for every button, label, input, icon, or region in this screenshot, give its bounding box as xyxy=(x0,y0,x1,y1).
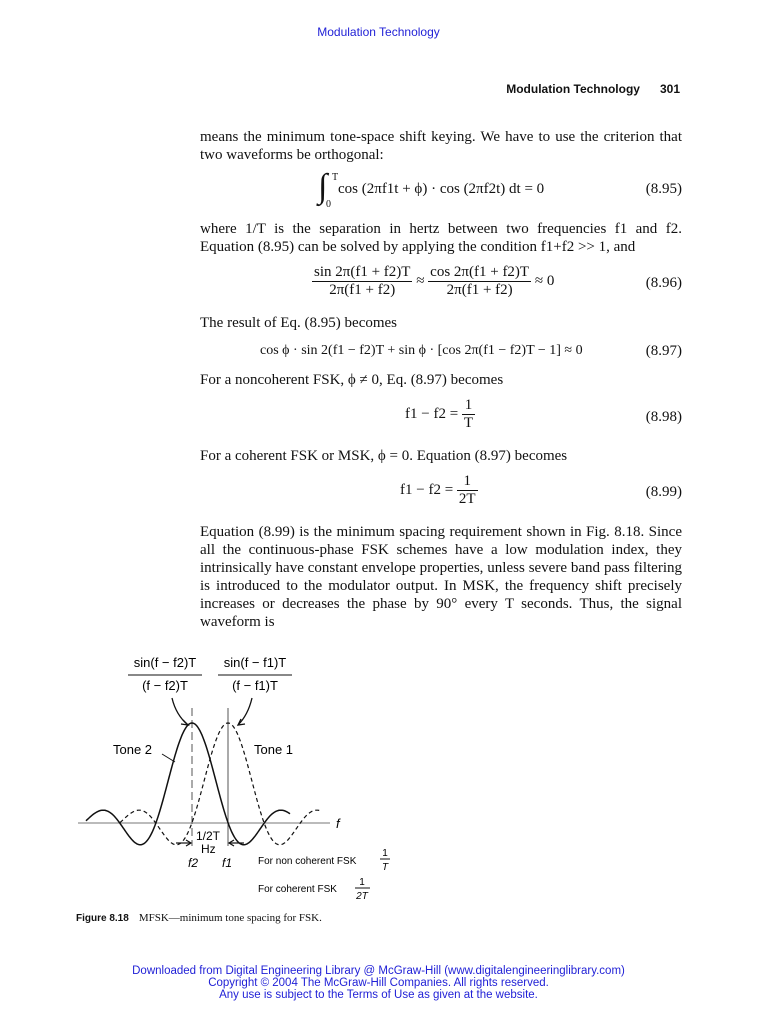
label-sinc2-num: sin(f − f2)T xyxy=(133,655,197,670)
noncoherent-num: 1 xyxy=(382,848,388,859)
coherent-den: 2T xyxy=(356,891,368,902)
eq99-fraction xyxy=(457,473,478,508)
paragraph-4-text: For a noncoherent FSK, ϕ ≠ 0, Eq. (8.97) becomes xyxy=(200,372,504,388)
paragraph-2 xyxy=(200,220,682,256)
eq96-fraction-1 xyxy=(312,264,412,299)
equation-8-96 xyxy=(312,264,554,299)
paragraph-4 xyxy=(200,371,682,389)
equation-8-99-number: (8.99) xyxy=(645,484,682,500)
footer xyxy=(0,965,757,1001)
running-head xyxy=(470,82,680,96)
paragraph-6 xyxy=(200,523,682,631)
running-head-title: Modulation Technology xyxy=(506,82,640,96)
integral-lower-limit: 0 xyxy=(326,199,331,210)
equation-8-97-number: (8.97) xyxy=(645,343,682,359)
eq96-numerator-1: sin 2π(f1 + f2)T xyxy=(314,264,411,280)
equation-8-95-number: (8.95) xyxy=(645,181,682,197)
tone-1-label: Tone 1 xyxy=(254,742,294,757)
eq96-approx: ≈ xyxy=(416,272,425,289)
noncoherent-den: T xyxy=(381,862,389,873)
eq96-tail: ≈ 0 xyxy=(534,272,555,289)
equation-8-97-body: cos ϕ · sin 2(f1 − f2)T + sin ϕ · [cos 2π(f1 − f2)T − 1] ≈ 0 xyxy=(260,343,583,358)
paragraph-3-text: The result of Eq. (8.95) becomes xyxy=(200,315,398,331)
eq96-numerator-2: cos 2π(f1 + f2)T xyxy=(430,264,530,280)
figure-caption-text: MFSK—minimum tone spacing for FSK. xyxy=(138,912,322,924)
integral-upper-limit: T xyxy=(332,172,339,183)
spacing-unit: Hz xyxy=(201,842,216,856)
figure-caption xyxy=(76,912,322,924)
f1-label: f1 xyxy=(222,856,233,870)
figure-caption-label: Figure 8.18 xyxy=(76,913,129,924)
paragraph-5-text: For a coherent FSK or MSK, ϕ = 0. Equation (8.97) becomes xyxy=(200,448,568,464)
axis-f-label: f xyxy=(336,816,340,831)
paragraph-3 xyxy=(200,314,682,332)
paragraph-2-text: where 1/T is the separation in hertz between two frequencies f1 and f2. Equation (8.95) can be solved by applying the condition f1+f2 >> 1, and xyxy=(200,221,682,255)
eq98-lhs: f1 − f2 = xyxy=(405,405,459,422)
eq96-denominator-2: 2π(f1 + f2) xyxy=(446,282,513,298)
tone-2-label: Tone 2 xyxy=(113,742,153,757)
f2-label: f2 xyxy=(188,856,199,870)
equation-8-95-body: cos (2πf1t + ϕ) · cos (2πf2t) dt = 0 xyxy=(338,181,545,197)
paragraph-5 xyxy=(200,447,682,465)
arrow-sinc2 xyxy=(172,698,188,725)
eq98-denominator: T xyxy=(463,415,474,431)
coherent-num: 1 xyxy=(359,877,365,888)
eq98-numerator: 1 xyxy=(462,397,475,415)
footer-line-1[interactable]: Downloaded from Digital Engineering Library @ McGraw-Hill (www.digitalengineeringlibrary.com) xyxy=(132,965,625,977)
equation-8-98-number: (8.98) xyxy=(645,409,682,425)
paragraph-1-text: means the minimum tone-space shift keying. We have to use the criterion that two waveforms be orthogonal: xyxy=(200,129,682,163)
page-number: 301 xyxy=(659,82,680,96)
footer-line-2: Copyright © 2004 The McGraw-Hill Companies. All rights reserved. xyxy=(208,977,549,989)
coherent-label: For coherent FSK xyxy=(258,884,337,895)
label-sinc2-den: (f − f2)T xyxy=(142,678,188,693)
equation-8-99 xyxy=(400,473,478,508)
eq99-numerator: 1 xyxy=(457,473,478,491)
page-header: Modulation Technology xyxy=(317,25,440,39)
paragraph-1 xyxy=(200,128,682,164)
eq96-denominator-1: 2π(f1 + f2) xyxy=(329,282,396,298)
eq98-fraction xyxy=(462,397,475,432)
noncoherent-label: For non coherent FSK xyxy=(258,856,357,867)
figure-8-18 xyxy=(0,650,400,910)
label-sinc1-den: (f − f1)T xyxy=(232,678,278,693)
integral-sign: ∫ xyxy=(318,168,328,205)
spacing-label: 1/2T xyxy=(196,829,221,843)
paragraph-6-text: Equation (8.99) is the minimum spacing requirement shown in Fig. 8.18. Since all the continuous-phase FSK schemes have a low modulation index, they intrinsically have constant envelope properties, unless severe band pass filtering is introduced to the modulator output. In MSK, the frequency shift precisely increases or decreases the phase by 90° every T seconds. Thus, the signal waveform is xyxy=(200,524,682,630)
footer-line-3: Any use is subject to the Terms of Use as given at the website. xyxy=(219,989,538,1001)
eq96-fraction-2 xyxy=(428,264,531,299)
eq99-denominator: 2T xyxy=(458,491,476,507)
eq99-lhs: f1 − f2 = xyxy=(400,481,454,498)
label-sinc1-num: sin(f − f1)T xyxy=(223,655,287,670)
equation-8-96-number: (8.96) xyxy=(645,275,682,291)
equation-8-98 xyxy=(405,397,475,432)
